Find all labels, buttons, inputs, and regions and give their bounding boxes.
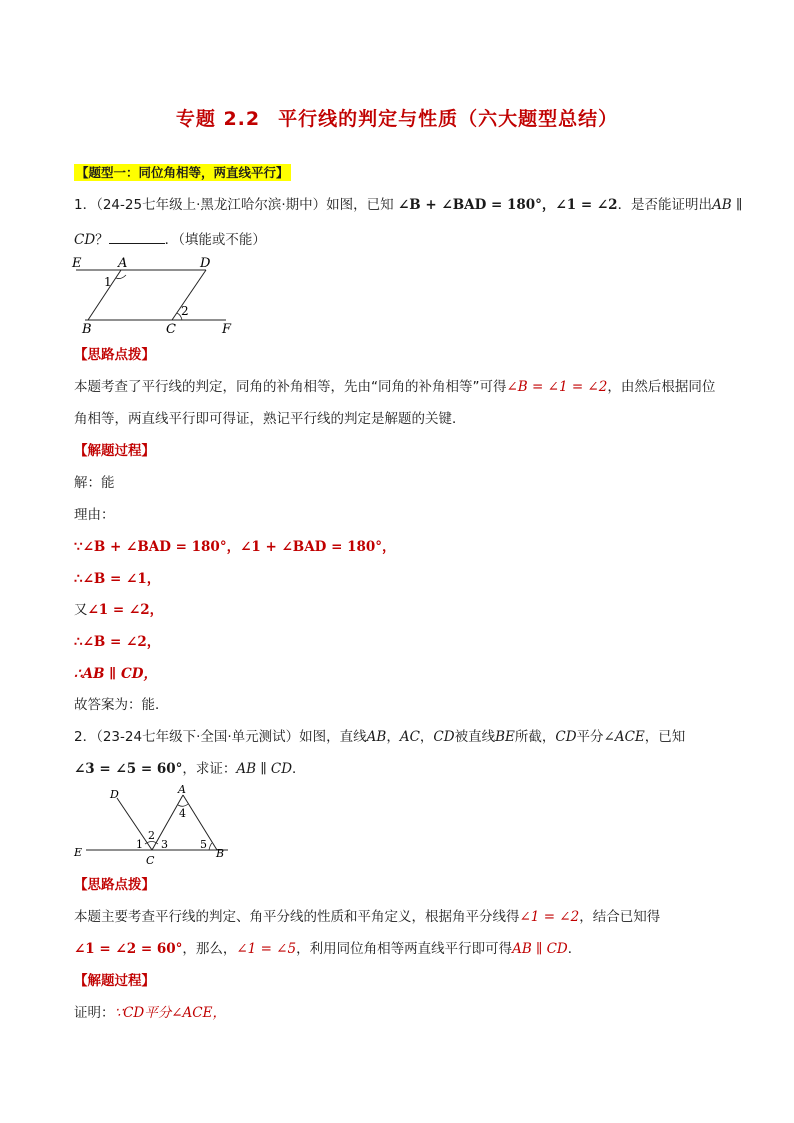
- q1-sol-line4: ∴∠B = ∠1，: [74, 571, 161, 587]
- label-D: D: [200, 256, 211, 271]
- q2-hint-text-c: ，那么，: [182, 941, 237, 957]
- q2-math-5: CD: [555, 729, 577, 745]
- q2-math-3: CD: [433, 729, 455, 745]
- q1-sol-line3: ∵∠B + ∠BAD = 180°，∠1 + ∠BAD = 180°，: [74, 539, 396, 555]
- q2-hint-title: 【思路点拨】: [74, 877, 155, 893]
- label-angle-5: 5: [200, 838, 207, 851]
- q1-hint-text-b: ，由然后根据同位: [607, 379, 716, 395]
- q2-sep-2: ，: [419, 729, 434, 745]
- q2-hint-line2: [74, 940, 581, 958]
- q2-hint-line1: [74, 908, 660, 926]
- label-E2: E: [74, 846, 83, 859]
- q1-math: ∠B + ∠BAD = 180°，∠1 = ∠2: [397, 197, 618, 213]
- q1-solution-title: 【解题过程】: [74, 443, 155, 459]
- q2-math-8: AB ∥ CD: [236, 761, 293, 777]
- q1-sol-line2: 理由：: [74, 507, 115, 523]
- title-sub: 平行线的判定与性质（六大题型总结）: [278, 108, 619, 130]
- label-angle-1b: 1: [136, 838, 143, 851]
- q2-sep-5: 平分: [576, 729, 604, 745]
- q1-hint-text-a: 本题考查了平行线的判定，同角的补角相等，先由“同角的补角相等”可得: [74, 379, 507, 395]
- q2-solution-title: 【解题过程】: [74, 973, 155, 989]
- label-B: B: [82, 322, 92, 337]
- label-angle-3: 3: [161, 838, 168, 851]
- q1-hint-math: ∠B = ∠1 = ∠2: [506, 379, 608, 395]
- q1-text-c: ？: [95, 232, 109, 248]
- q2-hint-text-d: ，利用同位角相等两直线平行即可得: [296, 941, 513, 957]
- q1-sol-line1: 解：能: [74, 475, 115, 491]
- q2-hint-math-3: ∠1 = ∠5: [236, 941, 297, 957]
- q2-math-6: ∠ACE: [603, 729, 645, 745]
- q2-hint-math-2: ∠1 = ∠2 = 60°: [74, 941, 183, 957]
- type1-tag: 【题型一：同位角相等，两直线平行】: [76, 165, 289, 180]
- q1-line1: [74, 196, 742, 214]
- type1-heading: [74, 164, 291, 182]
- q2-hint-math-4: AB ∥ CD: [512, 941, 568, 957]
- q2-text-a: 2．（23-24七年级下·全国·单元测试）如图，直线: [74, 729, 367, 745]
- q1-text-b: ．是否能证明出: [617, 197, 713, 213]
- label-A: A: [118, 256, 128, 271]
- q1-hint-line1: [74, 378, 715, 396]
- label-C: C: [166, 322, 176, 337]
- page-title: [0, 104, 794, 131]
- label-D2: D: [110, 788, 119, 801]
- title-main: 专题 2.2: [175, 108, 261, 130]
- q1-sol-line5: [74, 601, 163, 619]
- q2-sep-6: ，已知: [644, 729, 686, 745]
- q2-sol-text-a: 证明：: [74, 1005, 115, 1021]
- label-B2: B: [216, 847, 225, 860]
- label-angle-1: 1: [104, 275, 112, 289]
- figure-2: [68, 782, 238, 866]
- q2-sol-line1: [74, 1004, 226, 1022]
- q2-math-4: BE: [495, 729, 515, 745]
- q1-line2: [74, 230, 266, 249]
- q2-line2: [74, 760, 306, 778]
- label-E: E: [72, 256, 82, 271]
- q2-math-2: AC: [399, 729, 420, 745]
- q2-sep-3: 被直线: [454, 729, 496, 745]
- q1-sol-line6: ∴∠B = ∠2，: [74, 634, 161, 650]
- q1-text-d: ．（填能或不能）: [164, 232, 266, 248]
- q2-sep-1: ，: [386, 729, 400, 745]
- figure-1: [68, 253, 248, 337]
- q2-text-c: ．: [292, 761, 306, 777]
- q2-text-b: ，求证：: [182, 761, 237, 777]
- q1-hint-title: 【思路点拨】: [74, 347, 155, 363]
- q1-sol-math: ∠1 = ∠2，: [87, 602, 164, 618]
- q1-sol-line8: 故答案为：能．: [74, 697, 169, 713]
- q2-sep-4: 所截，: [514, 729, 556, 745]
- q1-sol-text-a: 又: [74, 602, 88, 618]
- q2-sol-math: ∵CD平分∠ACE，: [114, 1005, 226, 1021]
- q1-math2: AB ∥: [712, 197, 743, 213]
- label-angle-2: 2: [181, 304, 189, 318]
- label-angle-2b: 2: [148, 829, 155, 842]
- label-F: F: [222, 322, 232, 337]
- q1-hint-line2: 角相等，两直线平行即可得证，熟记平行线的判定是解题的关键．: [74, 411, 466, 427]
- q2-hint-text-e: ．: [567, 941, 582, 957]
- answer-blank: [109, 230, 165, 244]
- q1-text-a: 1．（24-25七年级上·黑龙江哈尔滨·期中）如图，已知: [74, 197, 394, 213]
- q2-hint-math-1: ∠1 = ∠2: [519, 909, 580, 925]
- label-angle-4: 4: [179, 807, 186, 820]
- q2-line1: [74, 728, 685, 746]
- q2-hint-text-a: 本题主要考查平行线的判定、角平分线的性质和平角定义，根据角平分线得: [74, 909, 520, 925]
- q2-hint-text-b: ，结合已知得: [579, 909, 661, 925]
- q2-math-7: ∠3 = ∠5 = 60°: [74, 761, 183, 777]
- label-C2: C: [146, 854, 155, 866]
- label-A2: A: [178, 783, 186, 796]
- q1-math3: CD: [74, 232, 96, 248]
- q1-sol-line7: ∴AB ∥ CD，: [74, 666, 157, 682]
- q2-math-1: AB: [366, 729, 387, 745]
